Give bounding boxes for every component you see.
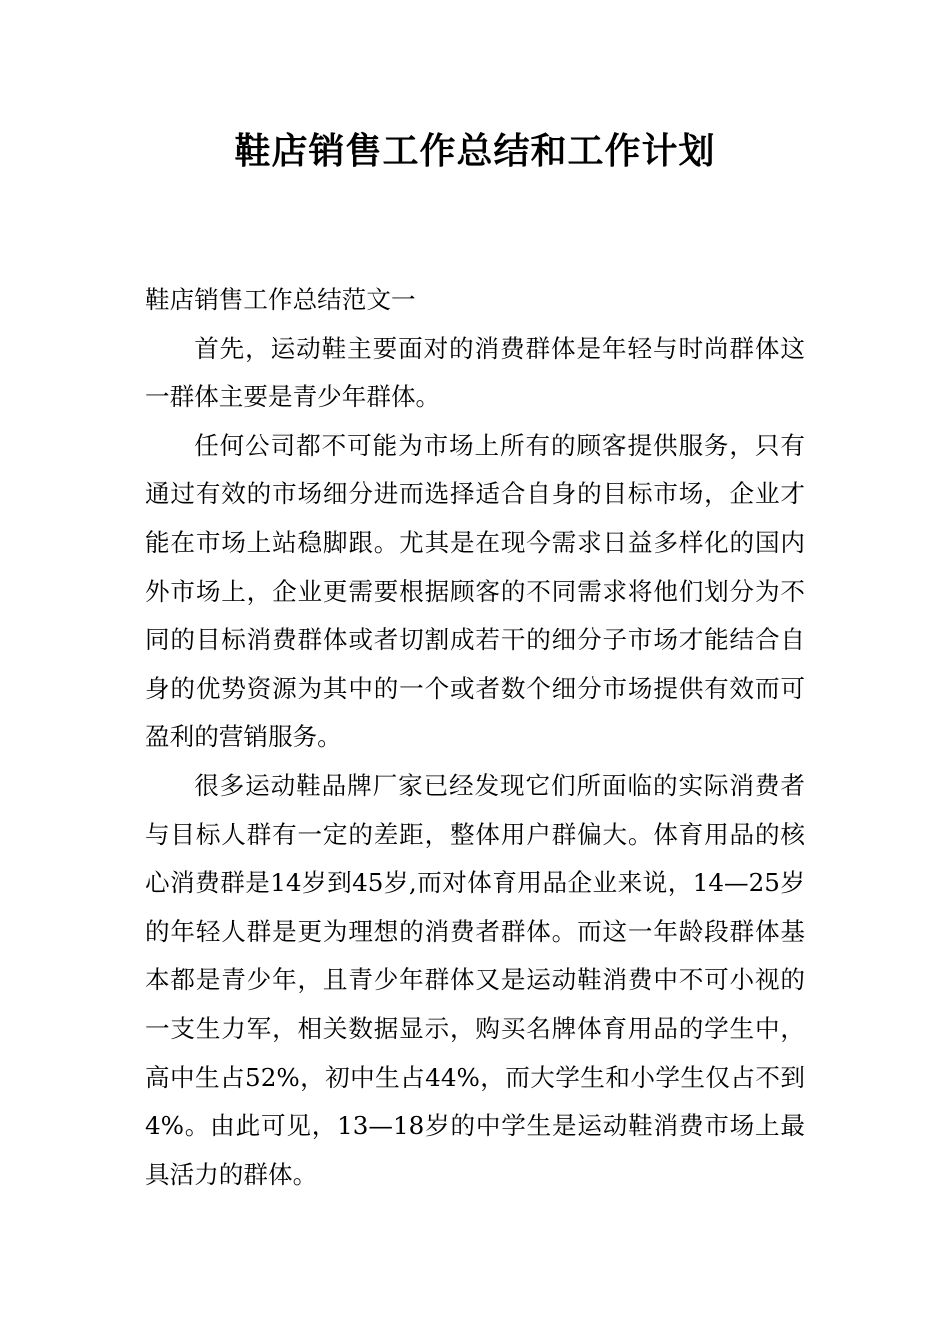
paragraph-1: 首先，运动鞋主要面对的消费群体是年轻与时尚群体这一群体主要是青少年群体。 [145, 333, 805, 412]
section-heading: 鞋店销售工作总结范文一 [145, 285, 416, 314]
document-title: 鞋店销售工作总结和工作计划 [234, 131, 716, 172]
document-body [145, 276, 805, 1199]
paragraph-2: 任何公司都不可能为市场上所有的顾客提供服务，只有通过有效的市场细分进而选择适合自身的目标市场，企业才能在市场上站稳脚跟。尤其是在现今需求日益多样化的国内外市场上，企业更需要根据顾客的不同需求将他们划分为不同的目标消费群体或者切割成若干的细分子市场才能结合自身的优势资源为其中的一个或者数个细分市场提供有效而可盈利的营销服务。 [145, 430, 805, 752]
paragraph-3: 很多运动鞋品牌厂家已经发现它们所面临的实际消费者与目标人群有一定的差距，整体用户群偏大。体育用品的核心消费群是14岁到45岁,而对体育用品企业来说，14—25岁的年轻人群是更为理想的消费者群体。而这一年龄段群体基本都是青少年，且青少年群体又是运动鞋消费中不可小视的一支生力军，相关数据显示，购买名牌体育用品的学生中，高中生占52%，初中生占44%，而大学生和小学生仅占不到4%。由此可见，13—18岁的中学生是运动鞋消费市场上最具活力的群体。 [145, 770, 805, 1189]
